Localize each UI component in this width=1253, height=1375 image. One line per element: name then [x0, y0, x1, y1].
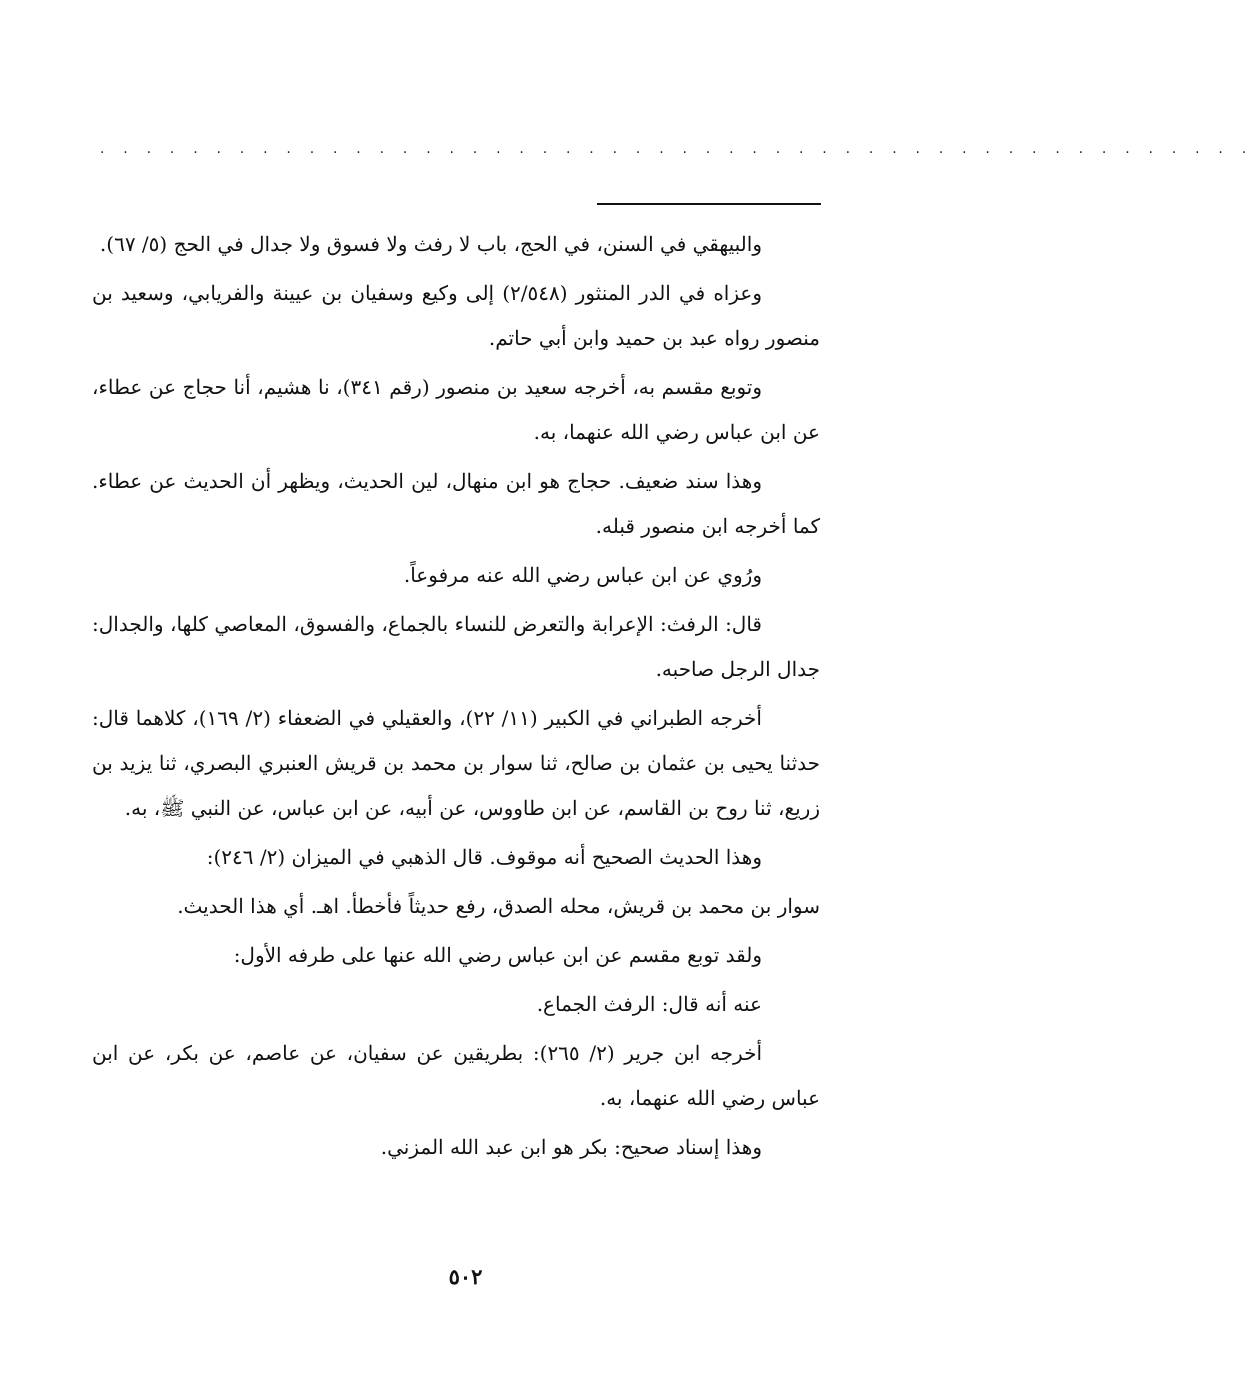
- footnote-rule: [597, 203, 821, 205]
- footnote-body: [92, 222, 820, 1174]
- paragraph-2: وعزاه في الدر المنثور (٢/٥٤٨) إلى وكيع وسفيان بن عيينة والفريابي، وسعيد بن منصور رواه عبد بن حميد وابن أبي حاتم.: [92, 281, 820, 350]
- indented-line-1: ولقد توبع مقسم عن ابن عباس رضي الله عنها على طرفه الأول:: [233, 943, 762, 967]
- dotted-separator: . . . . . . . . . . . . . . . . . . . . . . . . . . . . . . . . . . . . . . . . . . . . . . . . . .: [100, 141, 1253, 157]
- paragraph-4: وهذا سند ضعيف. حجاج هو ابن منهال، لين الحديث، ويظهر أن الحديث عن عطاء. كما أخرجه ابن منصور قبله.: [92, 469, 820, 538]
- paragraph-6: قال: الرفث: الإعرابة والتعرض للنساء بالجماع، والفسوق، المعاصي كلها، والجدال: جدال الرجل صاحبه.: [92, 612, 820, 681]
- paragraph-7: أخرجه الطبراني في الكبير (١١/ ٢٢)، والعقيلي في الضعفاء (٢/ ١٦٩)، كلاهما قال: حدثنا يحيى بن عثمان بن صالح، ثنا سوار بن محمد بن قريش العنبري البصري، ثنا يزيد بن زريع، ثنا روح بن القاسم، عن ابن طاووس، عن أبيه، عن ابن عباس، عن النبي ﷺ، به.: [92, 706, 820, 820]
- paragraph-8: وهذا الحديث الصحيح أنه موقوف. قال الذهبي في الميزان (٢/ ٢٤٦):: [206, 845, 762, 869]
- paragraph-10: أخرجه ابن جرير (٢/ ٢٦٥): بطريقين عن سفيان، عن عاصم، عن بكر، عن ابن عباس رضي الله عنهما، به.: [92, 1041, 820, 1110]
- paragraph-9: سوار بن محمد بن قريش، محله الصدق، رفع حديثاً فأخطأ. اهـ. أي هذا الحديث.: [177, 894, 820, 918]
- paragraph-1: والبيهقي في السنن، في الحج، باب لا رفث ولا فسوق ولا جدال في الحج (٥/ ٦٧).: [99, 232, 762, 256]
- indented-line-2: عنه أنه قال: الرفث الجماع.: [536, 992, 762, 1016]
- paragraph-5: ورُوي عن ابن عباس رضي الله عنه مرفوعاً.: [403, 563, 762, 587]
- paragraph-3: وتوبع مقسم به، أخرجه سعيد بن منصور (رقم ٣٤١)، نا هشيم، أنا حجاج عن عطاء، عن ابن عباس رضي الله عنهما، به.: [92, 375, 820, 444]
- final-line: وهذا إسناد صحيح: بكر هو ابن عبد الله المزني.: [380, 1135, 762, 1159]
- page-number: ٥٠٢: [448, 1264, 483, 1289]
